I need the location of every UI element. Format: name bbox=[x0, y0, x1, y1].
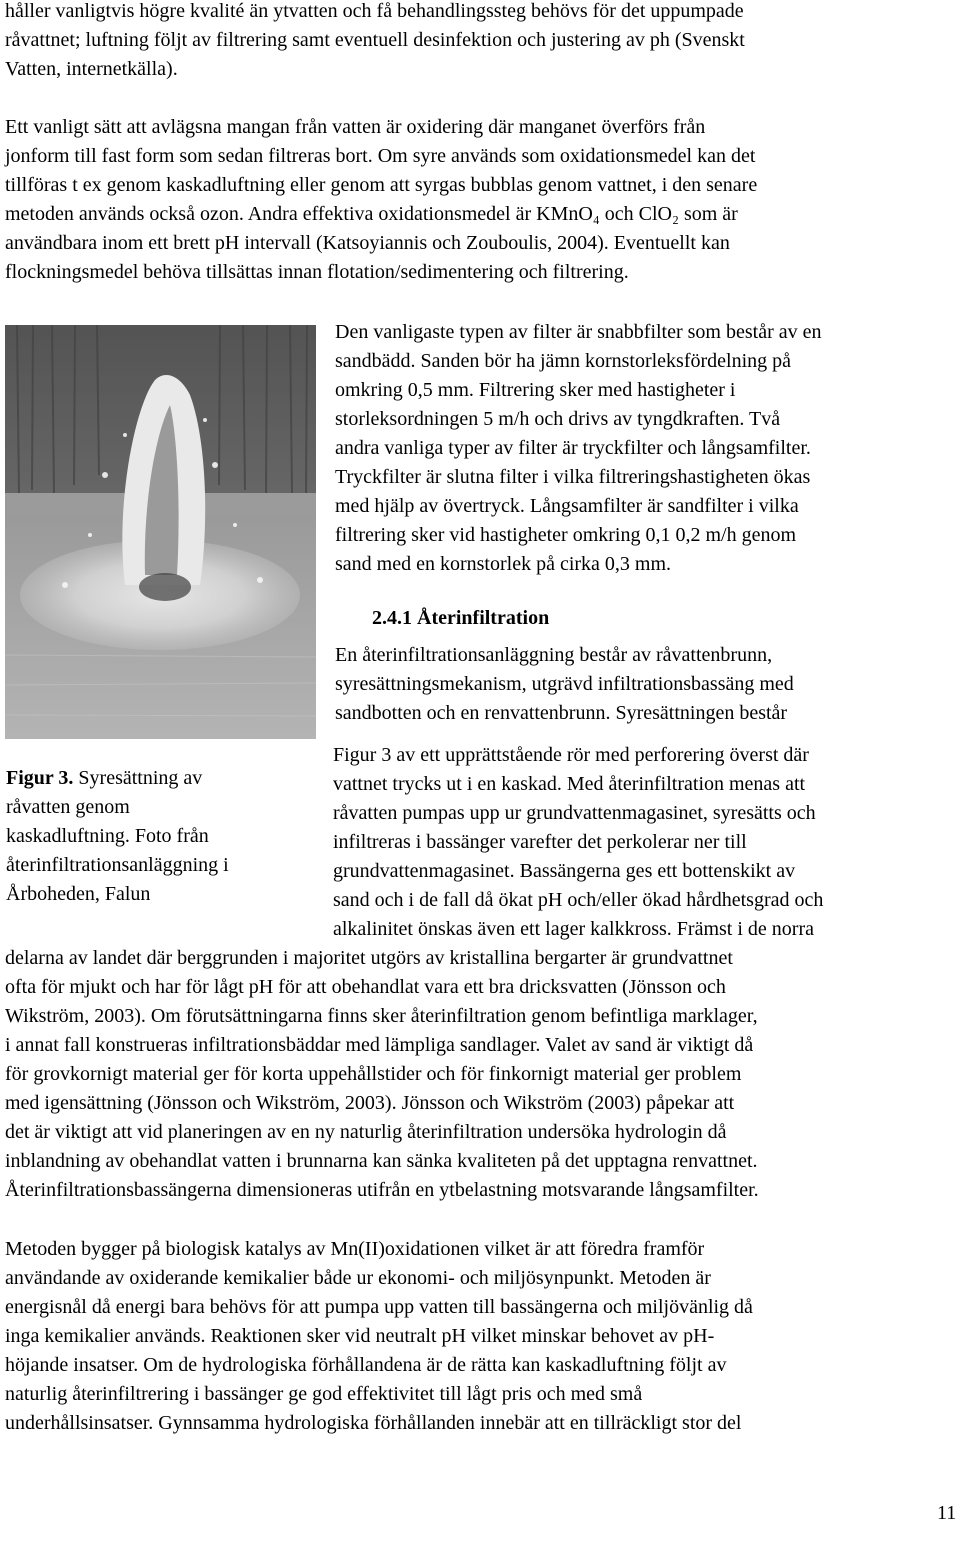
text-line: inga kemikalier används. Reaktionen sker vid neutralt pH vilket minskar behovet av pH- bbox=[5, 1325, 715, 1347]
text-line: höjande insatser. Om de hydrologiska förhållandena är de rätta kan kaskadluftning följt av bbox=[5, 1354, 727, 1376]
text-line: storleksordningen 5 m/h och drivs av tyngdkraften. Två bbox=[335, 408, 781, 430]
text-line: med igensättning (Jönsson och Wikström, 2003). Jönsson och Wikström (2003) påpekar att bbox=[5, 1092, 735, 1114]
text-line: det är viktigt att vid planeringen av en ny naturlig återinfiltration undersöka hydrologin då bbox=[5, 1121, 727, 1143]
text-line: metoden används också ozon. Andra effektiva oxidationsmedel är KMnO₄ och ClO₂ som är bbox=[5, 203, 738, 225]
section-heading: 2.4.1 Återinfiltration bbox=[372, 607, 550, 629]
text-line: underhållsinsatser. Gynnsamma hydrologiska förhållanden innebär att en tillräckligt stor del bbox=[5, 1412, 742, 1434]
text-line: användande av oxiderande kemikalier både ur ekonomi- och miljösynpunkt. Metoden är bbox=[5, 1267, 711, 1289]
text-line: flockningsmedel behöva tillsättas innan flotation/sedimentering och filtrering. bbox=[5, 261, 629, 283]
text-line: råvattnet; luftning följt av filtrering samt eventuell desinfektion och justering av ph (Svenskt bbox=[5, 29, 745, 51]
text-line: energisnål då energi bara behövs för att pumpa upp vatten till bassängerna och miljövänlig då bbox=[5, 1296, 753, 1318]
text-line: Ett vanligt sätt att avlägsna mangan från vatten är oxidering där manganet överförs från bbox=[5, 116, 706, 138]
text-line: håller vanligtvis högre kvalité än ytvatten och få behandlingssteg behövs för det uppumpade bbox=[5, 0, 744, 22]
text-line: Vatten, internetkälla). bbox=[5, 58, 178, 80]
figure-caption-text: Syresättning av bbox=[78, 767, 203, 789]
text-line: grundvattenmagasinet. Bassängerna ges ett bottenskikt av bbox=[333, 860, 796, 882]
text-line: omkring 0,5 mm. Filtrering sker med hastigheter i bbox=[335, 379, 736, 401]
text-line: i annat fall konstrueras infiltrationsbäddar med lämpliga sandlager. Valet av sand är viktigt då bbox=[5, 1034, 754, 1056]
text-line: delarna av landet där berggrunden i majoritet utgörs av kristallina bergarter är grundvattnet bbox=[5, 947, 733, 969]
text-line: Den vanligaste typen av filter är snabbfilter som består av en bbox=[335, 321, 822, 343]
text-line: naturlig återinfiltrering i bassänger ge god effektivitet till lågt pris och med små bbox=[5, 1383, 643, 1405]
text-line: vattnet trycks ut i en kaskad. Med återinfiltration menas att bbox=[333, 773, 806, 795]
text-line: råvatten pumpas upp ur grundvattenmagasinet, syresätts och bbox=[333, 802, 816, 824]
text-line: infiltreras i bassänger varefter det perkolerar ner till bbox=[333, 831, 747, 853]
text-line: syresättningsmekanism, utgrävd infiltrationsbassäng med bbox=[335, 673, 794, 695]
text-line: Figur 3 av ett upprättstående rör med perforering överst där bbox=[333, 744, 809, 766]
text-line: med hjälp av övertryck. Långsamfilter är sandfilter i vilka bbox=[335, 495, 799, 517]
text-line: sand och i de fall då ökat pH och/eller ökad hårdhetsgrad och bbox=[333, 889, 824, 911]
text-line: sandbotten och en renvattenbrunn. Syresättningen består bbox=[335, 702, 788, 724]
text-line: En återinfiltrationsanläggning består av råvattenbrunn, bbox=[335, 644, 773, 666]
text-line: alkalinitet önskas även ett lager kalkkross. Främst i de norra bbox=[333, 918, 814, 940]
text-line: Återinfiltrationsbassängerna dimensioneras utifrån en ytbelastning motsvarande långsamfilter. bbox=[5, 1179, 759, 1201]
text-line: Wikström, 2003). Om förutsättningarna finns sker återinfiltration genom befintliga marklager, bbox=[5, 1005, 758, 1027]
figure-caption-line: återinfiltrationsanläggning i bbox=[6, 854, 229, 876]
text-line: användbara inom ett brett pH intervall (Katsoyiannis och Zouboulis, 2004). Eventuellt kan bbox=[5, 232, 730, 254]
figure-caption-line: Årboheden, Falun bbox=[6, 883, 151, 905]
text-line: för grovkornigt material ger för korta uppehållstider och för finkornigt material ger problem bbox=[5, 1063, 742, 1085]
text-line: tillföras t ex genom kaskadluftning eller genom att syrgas bubblas genom vattnet, i den senare bbox=[5, 174, 758, 196]
text-line: sandbädd. Sanden bör ha jämn kornstorleksfördelning på bbox=[335, 350, 792, 372]
text-line: jonform till fast form som sedan filtreras bort. Om syre används som oxidationsmedel kan det bbox=[5, 145, 756, 167]
text-line: Metoden bygger på biologisk katalys av Mn(II)oxidationen vilket är att föredra framför bbox=[5, 1238, 705, 1260]
text-line: andra vanliga typer av filter är tryckfilter och långsamfilter. bbox=[335, 437, 811, 459]
figure-caption bbox=[6, 764, 306, 793]
text-line: Tryckfilter är slutna filter i vilka filtreringshastigheten ökas bbox=[335, 466, 811, 488]
figure-photo-aeration-fountain bbox=[5, 325, 316, 739]
figure-caption-label: Figur 3. bbox=[6, 767, 74, 789]
page-number: 11 bbox=[937, 1502, 957, 1524]
text-line: inblandning av obehandlat vatten i brunnarna kan sänka kvaliteten på det upptagna renvattnet. bbox=[5, 1150, 758, 1172]
figure-caption-line: råvatten genom bbox=[6, 796, 130, 818]
figure-caption-line: kaskadluftning. Foto från bbox=[6, 825, 209, 847]
text-line: sand med en kornstorlek på cirka 0,3 mm. bbox=[335, 553, 672, 575]
text-line: filtrering sker vid hastigheter omkring 0,1 0,2 m/h genom bbox=[335, 524, 797, 546]
text-line: ofta för mjukt och har för lågt pH för att obehandlat vara ett bra dricksvatten (Jönsson och bbox=[5, 976, 726, 998]
